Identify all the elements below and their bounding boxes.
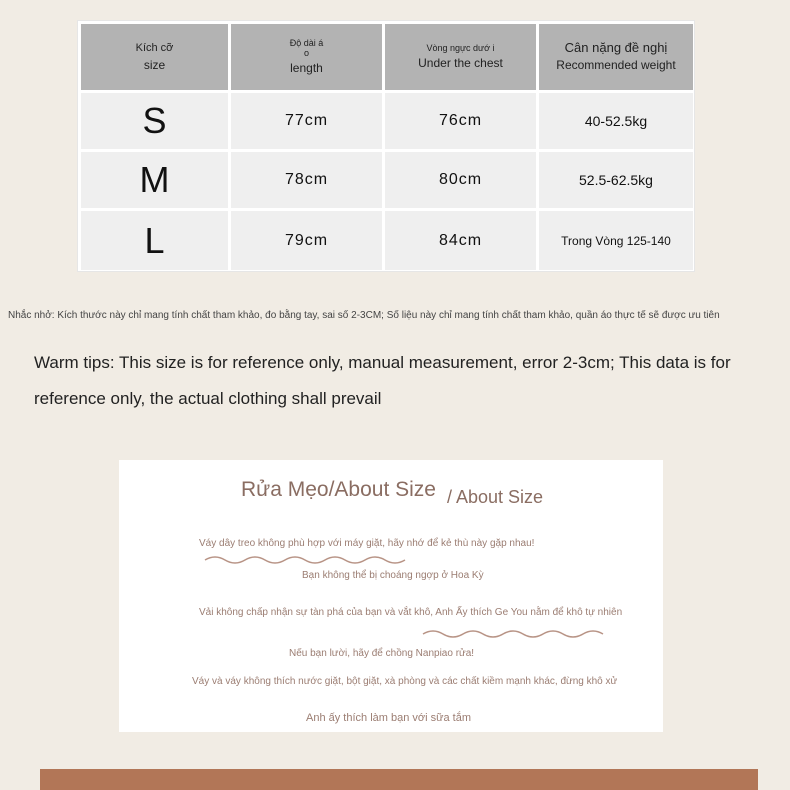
- header-chest-en: Under the chest: [418, 56, 503, 70]
- header-chest: [385, 24, 536, 90]
- chest-value: 80cm: [438, 171, 483, 188]
- size-letter: S: [142, 100, 167, 141]
- bottom-banner-bar: [40, 769, 758, 790]
- care-line-5: Váy và váy không thích nước giặt, bột giặt, xà phòng và các chất kiềm mạnh khác, đừng khô xử: [192, 676, 618, 687]
- weight-value: 40-52.5kg: [584, 113, 648, 129]
- table-row-s-size: [81, 93, 228, 149]
- header-weight: [539, 24, 693, 90]
- length-value: 78cm: [284, 171, 329, 188]
- length-value: 77cm: [284, 112, 329, 129]
- header-length-vn: Độ dài á o: [289, 38, 324, 58]
- about-size-card: [119, 460, 663, 732]
- care-line-3: Vải không chấp nhận sự tàn phá của bạn và vắt khô, Anh Ấy thích Ge You nằm để khô tự nhiên: [199, 607, 623, 618]
- chest-value: 84cm: [438, 231, 483, 249]
- table-row-l-size: [81, 211, 228, 270]
- header-chest-vn: Vòng ngực dướ i: [426, 43, 495, 53]
- header-size-en: size: [143, 58, 166, 72]
- care-line-2: Bạn không thể bị choáng ngợp ở Hoa Kỳ: [302, 570, 484, 581]
- weight-value: 52.5-62.5kg: [579, 172, 653, 188]
- about-title-overlay: / About Size: [447, 487, 544, 507]
- wave-divider-1: [203, 554, 413, 566]
- table-row-l-weight: [539, 211, 693, 270]
- about-title: Rửa Mẹo/About Size: [241, 478, 436, 501]
- table-row-s-length: [231, 93, 382, 149]
- table-row-m-length: [231, 152, 382, 208]
- table-row-s-weight: [539, 93, 693, 149]
- care-line-1: Váy dây treo không phù hợp với máy giặt, hãy nhớ để kẻ thù này gặp nhau!: [199, 538, 535, 549]
- size-letter: L: [144, 219, 165, 261]
- chest-value: 76cm: [438, 112, 483, 129]
- header-length: [231, 24, 382, 90]
- weight-value: Trong Vòng 125-140: [561, 233, 671, 248]
- wave-divider-2: [421, 628, 605, 640]
- reminder-note-vn: Nhắc nhở: Kích thước này chỉ mang tính chất tham khảo, đo bằng tay, sai số 2-3CM; Số liệu này chỉ mang tính chất tham khảo, quần áo thực tế sẽ được ưu tiên: [8, 310, 720, 321]
- size-table: [77, 20, 695, 272]
- header-weight-en: Recommended weight: [556, 58, 676, 72]
- table-row-l-length: [231, 211, 382, 270]
- header-weight-vn: Cân nặng đề nghị: [564, 40, 668, 55]
- header-size-vn: Kích cỡ: [135, 42, 174, 54]
- header-size: [81, 24, 228, 90]
- table-row-m-size: [81, 152, 228, 208]
- care-line-6: Anh ấy thích làm bạn với sữa tắm: [306, 712, 471, 724]
- length-value: 79cm: [284, 231, 329, 249]
- table-row-m-weight: [539, 152, 693, 208]
- size-letter: M: [139, 159, 170, 200]
- table-row-l-chest: [385, 211, 536, 270]
- table-row-s-chest: [385, 93, 536, 149]
- header-length-en: length: [290, 61, 323, 75]
- care-line-4: Nếu bạn lười, hãy để chồng Nanpiao rửa!: [289, 648, 475, 659]
- warm-tips: Warm tips: This size is for reference only, manual measurement, error 2-3cm; This data is for reference only, the actual clothing shall prevail: [34, 353, 731, 408]
- table-row-m-chest: [385, 152, 536, 208]
